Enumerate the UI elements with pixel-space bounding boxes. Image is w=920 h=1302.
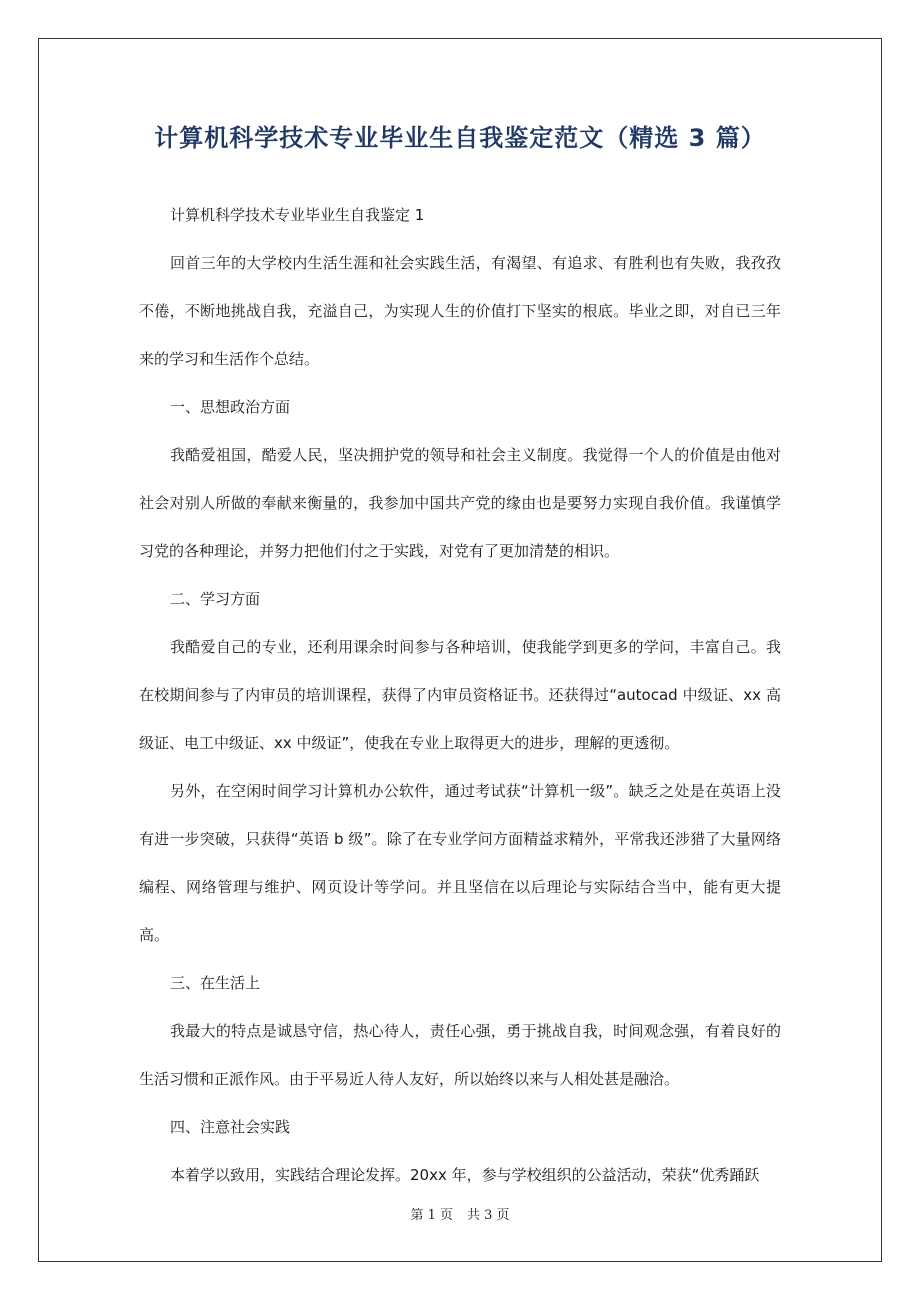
paragraph-practice: 本着学以致用，实践结合理论发挥。20xx 年，参与学校组织的公益活动，荣获“优秀踊跃: [170, 1166, 760, 1184]
page-total: 共 3 页: [467, 1208, 510, 1223]
document-body: [139, 191, 781, 1199]
paragraph-study: 我酷爱自己的专业，还利用课余时间参与各种培训，使我能学到更多的学问，丰富自己。我在校期间参与了内审员的培训课程，获得了内审员资格证书。还获得过“autocad 中级证、xx 高级证、电工中级证、xx 中级证”，使我在专业上取得更大的进步，理解的更透彻。: [139, 638, 781, 752]
section-heading-study: 二、学习方面: [170, 590, 261, 608]
document-title: 计算机科学技术专业毕业生自我鉴定范文（精选 3 篇）: [154, 124, 766, 152]
page-footer: [38, 1205, 882, 1227]
section-heading-politics: 一、思想政治方面: [170, 398, 291, 416]
paragraph-life: 我最大的特点是诚恳守信，热心待人，责任心强，勇于挑战自我，时间观念强，有着良好的生活习惯和正派作风。由于平易近人待人友好，所以始终以来与人相处甚是融洽。: [139, 1022, 781, 1088]
section-heading-1: 计算机科学技术专业毕业生自我鉴定 1: [170, 206, 425, 224]
paragraph-intro: 回首三年的大学校内生活生涯和社会实践生活，有渴望、有追求、有胜利也有失败，我孜孜不倦，不断地挑战自我，充溢自己，为实现人生的价值打下坚实的根底。毕业之即，对自已三年来的学习和生活作个总结。: [139, 254, 781, 368]
page-number: 第 1 页: [410, 1208, 453, 1223]
paragraph-study-extra: 另外，在空闲时间学习计算机办公软件，通过考试获“计算机一级”。缺乏之处是在英语上没有进一步突破，只获得“英语 b 级”。除了在专业学问方面精益求精外，平常我还涉猎了大量网络编程、网络管理与维护、网页设计等学问。并且坚信在以后理论与实际结合当中，能有更大提高。: [139, 782, 781, 944]
paragraph-politics: 我酷爱祖国，酷爱人民，坚决拥护党的领导和社会主义制度。我觉得一个人的价值是由他对社会对别人所做的奉献来衡量的，我参加中国共产党的缘由也是要努力实现自我价值。我谨慎学习党的各种理论，并努力把他们付之于实践，对党有了更加清楚的相识。: [139, 446, 781, 560]
section-heading-life: 三、在生活上: [170, 974, 261, 992]
section-heading-practice: 四、注意社会实践: [170, 1118, 291, 1136]
